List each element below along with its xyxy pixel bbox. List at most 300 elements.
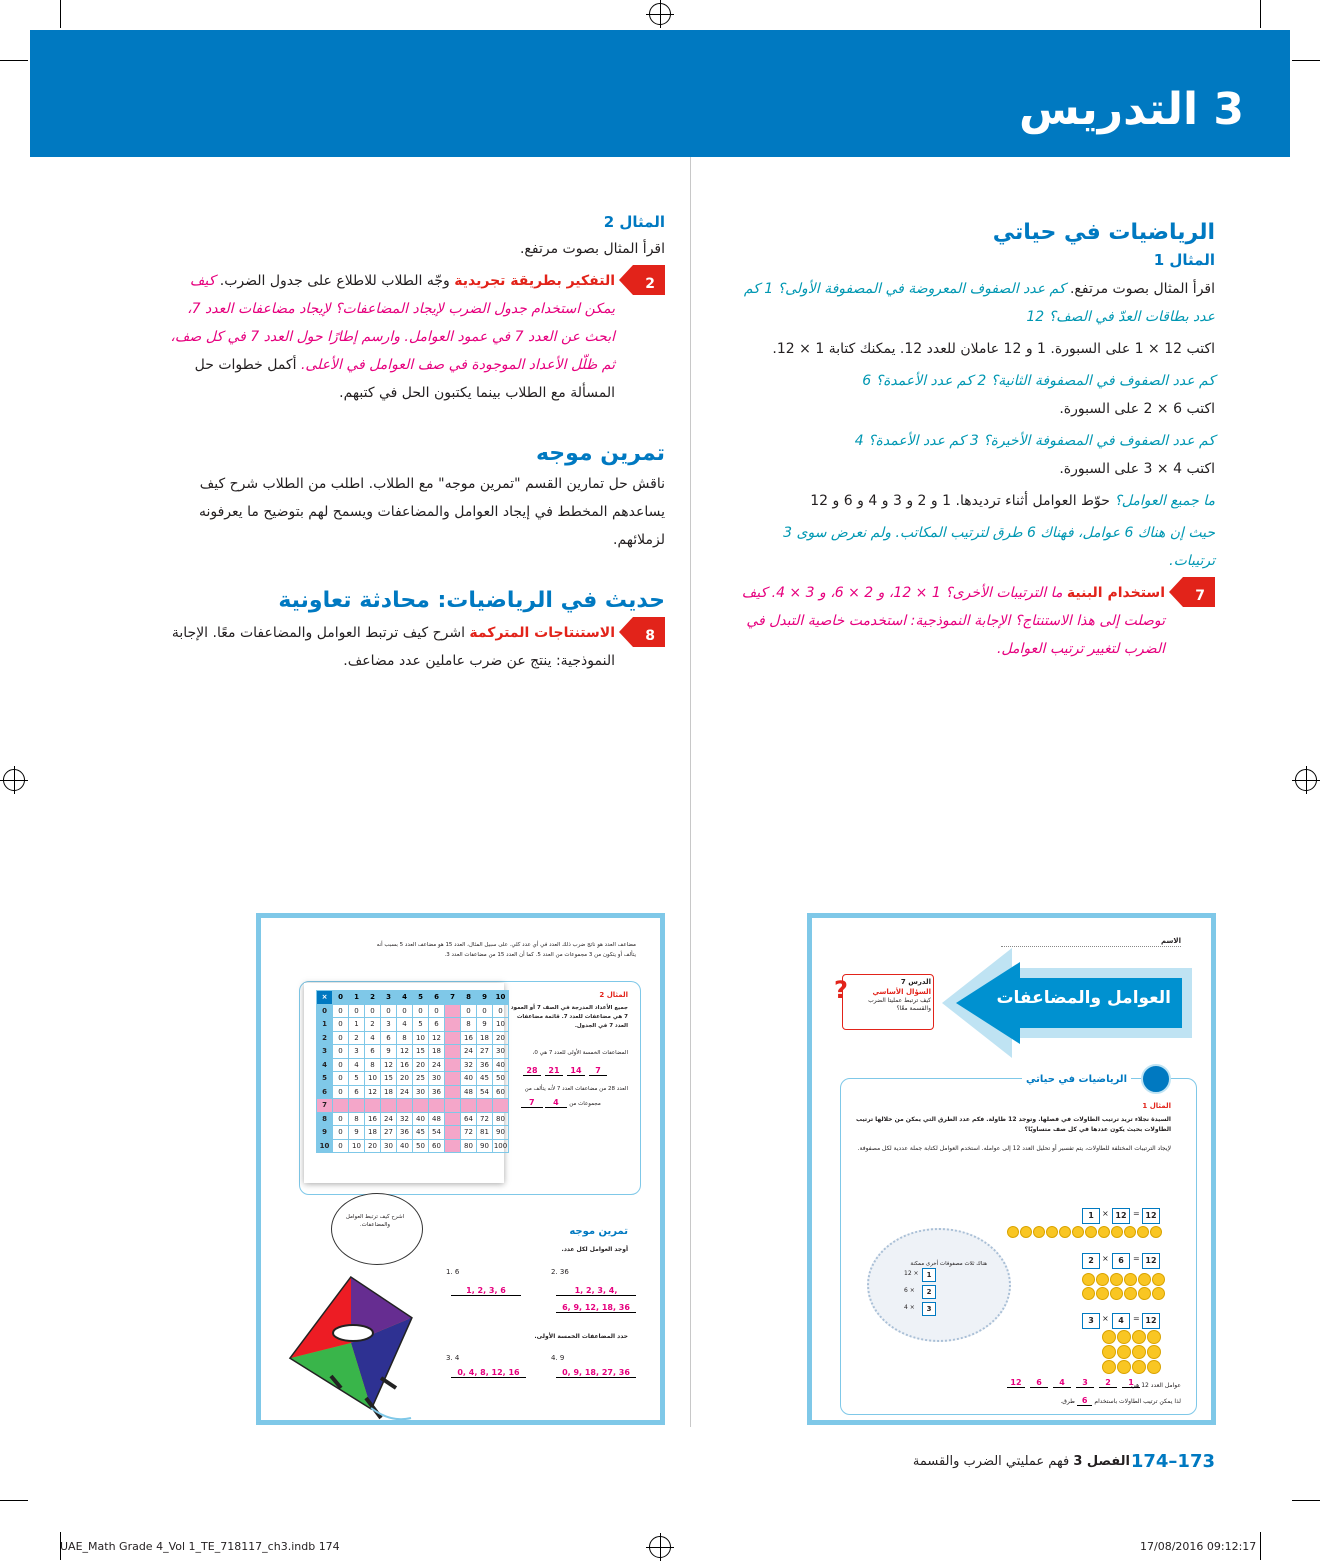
factor-answer: 12 [1007, 1378, 1025, 1388]
table-cell [493, 1099, 509, 1113]
cloud-factor: 4 × [904, 1304, 915, 1311]
table-cell: 10 [413, 1031, 429, 1045]
table-cell: 30 [429, 1072, 445, 1086]
practice-badge-icon: 8 [619, 617, 665, 647]
table-row [317, 1112, 509, 1126]
practice-2 [170, 267, 665, 407]
table-cell: 15 [381, 1072, 397, 1086]
table-row [317, 1139, 509, 1153]
footer-date: 17/08/2016 09:12:17 [1140, 1540, 1257, 1553]
coin-icon [1117, 1330, 1131, 1344]
table-cell: 0 [333, 1058, 349, 1072]
equals-sign: = [1133, 1314, 1140, 1323]
factor-answer: 4 [1053, 1378, 1071, 1388]
table-cell: 6 [381, 1031, 397, 1045]
instruction: حدد المضاعفات الخمسة الأولى. [534, 1333, 628, 1340]
question-text: كم عدد الصفوف في المصفوفة الثانية؟ 2 كم عدد الأعمدة؟ 6 [862, 373, 1215, 389]
table-cell: 9 [317, 1126, 333, 1140]
table-cell: 5 [349, 1072, 365, 1086]
table-cell: 6 [365, 1045, 381, 1059]
multiple-answer: 14 [567, 1066, 585, 1076]
exercise-number: 3. 4 [446, 1354, 460, 1362]
coin-icon [1020, 1226, 1032, 1238]
kite-character-icon [271, 1248, 431, 1425]
column-divider [690, 157, 691, 1427]
product-box: 12 [1142, 1253, 1160, 1269]
table-cell: 3 [317, 1045, 333, 1059]
ways-label: لذا يمكن ترتيب الطاولات باستخدام [1094, 1398, 1181, 1405]
table-cell: 100 [493, 1139, 509, 1153]
table-cell: 27 [477, 1045, 493, 1059]
table-cell: 80 [461, 1139, 477, 1153]
table-cell: 0 [333, 1031, 349, 1045]
crop-mark [1292, 60, 1320, 61]
crop-mark [1260, 1532, 1261, 1560]
table-cell: 0 [317, 1004, 333, 1018]
coin-icon [1147, 1345, 1161, 1359]
table-cell: 72 [477, 1112, 493, 1126]
table-cell: 40 [413, 1112, 429, 1126]
globe-icon [1141, 1064, 1171, 1094]
example-label: المثال 2 [603, 213, 665, 231]
factor-box: 3 [922, 1302, 936, 1316]
table-cell: 8 [349, 1112, 365, 1126]
table-cell: 3 [381, 1018, 397, 1032]
table-cell [445, 1112, 461, 1126]
paragraph [735, 487, 1215, 515]
exercise-answer: 0, 4, 8, 12, 16 [451, 1368, 526, 1378]
exercise-answer: 1, 2, 3, 6 [451, 1286, 521, 1296]
table-cell [445, 1139, 461, 1153]
coin-icon [1111, 1226, 1123, 1238]
coin-icon [1110, 1287, 1123, 1300]
cloud-text: هناك ثلاث مصفوفات أخرى ممكنة [910, 1261, 987, 1267]
coin-icon [1132, 1330, 1146, 1344]
practice-label: التفكير بطريقة تجريدية [454, 273, 615, 289]
table-cell: 25 [413, 1072, 429, 1086]
coin-icon [1147, 1330, 1161, 1344]
times-sign: × [1102, 1254, 1109, 1263]
table-cell: 2 [365, 1018, 381, 1032]
table-cell [461, 1099, 477, 1113]
ways-line [1060, 1396, 1181, 1407]
practice-label: الاستنتاجات المتركمة [469, 625, 615, 641]
table-cell: 4 [365, 1031, 381, 1045]
crop-mark [60, 0, 61, 28]
table-cell: 3 [349, 1045, 365, 1059]
table-cell: 0 [413, 1004, 429, 1018]
table-cell [445, 1058, 461, 1072]
table-cell: 32 [397, 1112, 413, 1126]
coin-icon [1152, 1287, 1165, 1300]
table-cell: 1 [317, 1018, 333, 1032]
example-text: السيدة نجلاء تريد ترتيب الطاولات في فصلها. وتوجد 12 طاولة. فكم عدد الطرق التي يمكن من خلالها ترتيب الطاولات بحيث يكون عددها في كل صف متساويًا؟ [856, 1116, 1171, 1133]
table-cell: 36 [397, 1126, 413, 1140]
coin-icon [1082, 1287, 1095, 1300]
table-cell [429, 1099, 445, 1113]
times-sign: × [1102, 1209, 1109, 1218]
table-row [317, 1018, 509, 1032]
coin-icon [1098, 1226, 1110, 1238]
table-cell: 54 [477, 1085, 493, 1099]
table-cell: 24 [397, 1085, 413, 1099]
footer-file: UAE_Math Grade 4_Vol 1_TE_718117_ch3.indb 174 [60, 1540, 340, 1553]
table-cell: 0 [333, 1126, 349, 1140]
table-cell: 36 [429, 1085, 445, 1099]
table-row [317, 1045, 509, 1059]
table-row [317, 1058, 509, 1072]
table-cell: 8 [461, 1018, 477, 1032]
intro-text: مضاعف العدد هو ناتج ضرب ذلك العدد في أي عدد كلي. على سبيل المثال، العدد 15 هو مضاعف العدد 5 بسبب أنه يتألف أو يتكون من 3 مجموعات من العدد 5. كما أن العدد 15 من مضاعفات العدد 3. [376, 942, 636, 958]
coin-icon [1124, 1273, 1137, 1286]
coin-icon [1007, 1226, 1019, 1238]
table-cell: 60 [429, 1139, 445, 1153]
table-cell: 30 [413, 1085, 429, 1099]
left-column [170, 213, 665, 675]
table-cell: 12 [429, 1031, 445, 1045]
table-cell: 40 [461, 1072, 477, 1086]
speech-bubble-text: اشرح كيف ترتبط العوامل والمضاعفات. [345, 1214, 405, 1228]
coin-icon [1072, 1226, 1084, 1238]
table-cell: 18 [477, 1031, 493, 1045]
example-text: لإيجاد الترتيبات المختلفة للطاولات، يتم تفسير أو تحليل العدد 12 إلى عوامله. استخدم العوامل لكتابة جملة عددية لكل مصفوفة. [857, 1145, 1171, 1152]
intro-text: اقرأ المثال بصوت مرتفع. [519, 241, 665, 257]
factor-box: 3 [1082, 1313, 1100, 1329]
table-header-cell: 4 [397, 991, 413, 1005]
paragraph [735, 275, 1215, 331]
table-cell: 2 [317, 1031, 333, 1045]
coin-icon [1124, 1226, 1136, 1238]
coin-icon [1096, 1273, 1109, 1286]
table-cell [365, 1099, 381, 1113]
exercise-number: 2. 36 [551, 1268, 569, 1276]
lesson-box [842, 974, 934, 1030]
ways-value: 6 [1077, 1396, 1093, 1406]
table-cell: 8 [397, 1031, 413, 1045]
groups-answer: 4 [545, 1098, 567, 1108]
practice-label: استخدام البنية [1066, 585, 1165, 601]
crop-mark [0, 1500, 28, 1501]
practice-8 [170, 619, 665, 675]
equals-sign: = [1133, 1254, 1140, 1263]
table-cell: 5 [317, 1072, 333, 1086]
table-cell: 7 [317, 1099, 333, 1113]
table-cell: 0 [333, 1045, 349, 1059]
table-row [317, 1085, 509, 1099]
table-cell: 15 [413, 1045, 429, 1059]
table-cell: 0 [333, 1085, 349, 1099]
table-header-cell: 7 [445, 991, 461, 1005]
table-header-cell: 9 [477, 991, 493, 1005]
multiples-label: المضاعفات الخمسة الأولى للعدد 7 هي 0، [532, 1050, 628, 1056]
lesson-number: الدرس 7 [900, 978, 931, 986]
practice-question: كيف يمكن استخدام جدول الضرب لإيجاد المضاعفات؟ لإيجاد مضاعفات العدد 7، ابحث عن العدد 7 في عمود العوامل. وارسم إطارًا حول العدد 7 في كل صف، ثم ظلّل الأعداد الموجودة في صف العوامل في الأعلى. [170, 273, 615, 373]
factor-box: 2 [922, 1285, 936, 1299]
table-cell: 4 [397, 1018, 413, 1032]
groups-label: مجموعات من [569, 1101, 601, 1107]
coin-icon [1138, 1287, 1151, 1300]
table-cell: 45 [477, 1072, 493, 1086]
question-text: ما جميع العوامل؟ [1114, 493, 1215, 509]
example-label: المثال 1 [1142, 1102, 1171, 1110]
table-cell: 6 [429, 1018, 445, 1032]
factors-label: عوامل العدد 12 هي [1131, 1382, 1181, 1389]
table-cell: 9 [477, 1018, 493, 1032]
guided-text: ناقش حل تمارين القسم "تمرين موجه" مع الطلاب. اطلب من الطلاب شرح كيف يساعدهم المخطط في إيجاد العوامل والمضاعفات ويسمح لهم بتوضيح ما يعرفونه لزملائهم. [198, 476, 665, 548]
footer-chapter [913, 1454, 1130, 1469]
table-cell [413, 1099, 429, 1113]
groups-line [521, 1098, 601, 1107]
table-cell: 45 [413, 1126, 429, 1140]
table-row [317, 1126, 509, 1140]
coin-icon [1137, 1226, 1149, 1238]
factor-box: 1 [1082, 1208, 1100, 1224]
cloud-factor: 6 × [904, 1287, 915, 1294]
table-cell [381, 1099, 397, 1113]
table-row [317, 1099, 509, 1113]
paragraph: اكتب 12 × 1 على السبورة. 1 و 12 عاملان للعدد 12. يمكنك كتابة 1 × 12. [772, 341, 1215, 357]
multiplication-table [316, 990, 509, 1153]
factor-answer: 1 [1122, 1378, 1140, 1388]
guided-heading: تمرين موجه [569, 1226, 628, 1237]
exercise-number: 1. 6 [446, 1268, 460, 1276]
table-cell [445, 1045, 461, 1059]
table-header-cell: × [317, 991, 333, 1005]
table-cell [397, 1099, 413, 1113]
table-cell: 20 [397, 1072, 413, 1086]
instruction: أوجد العوامل لكل عدد. [561, 1246, 628, 1253]
name-field: الاسم [1001, 936, 1181, 947]
coin-icon [1082, 1273, 1095, 1286]
coin-icon [1147, 1360, 1161, 1374]
table-cell: 50 [493, 1072, 509, 1086]
factor-box: 1 [922, 1268, 936, 1282]
question-text: حيث إن هناك 6 عوامل، فهناك 6 طرق لترتيب المكاتب. ولم نعرض سوى 3 ترتيبات. [783, 525, 1215, 569]
factor-box: 12 [1112, 1208, 1130, 1224]
coin-icon [1085, 1226, 1097, 1238]
table-cell: 40 [493, 1058, 509, 1072]
product-box: 12 [1142, 1208, 1160, 1224]
practice-text: وجّه الطلاب للاطلاع على جدول الضرب. [219, 273, 450, 289]
table-cell [445, 1031, 461, 1045]
coin-icon [1152, 1273, 1165, 1286]
table-cell: 4 [349, 1058, 365, 1072]
essential-question-label: السؤال الأساسي [872, 988, 931, 996]
table-header-cell: 8 [461, 991, 477, 1005]
table-cell: 0 [333, 1004, 349, 1018]
table-cell: 72 [461, 1126, 477, 1140]
table-cell: 27 [381, 1126, 397, 1140]
coin-icon [1102, 1345, 1116, 1359]
table-header-cell: 3 [381, 991, 397, 1005]
table-cell: 48 [429, 1112, 445, 1126]
paragraph: اكتب 4 × 3 على السبورة. [1059, 461, 1215, 477]
equals-sign: = [1133, 1209, 1140, 1218]
right-column [735, 220, 1215, 663]
factor-box: 6 [1112, 1253, 1130, 1269]
table-cell: 24 [429, 1058, 445, 1072]
coin-icon [1046, 1226, 1058, 1238]
registration-mark-icon [3, 769, 25, 791]
is28-label: العدد 28 من مضاعفات العدد 7 لأنه يتألف من [524, 1086, 628, 1092]
exercise-answer: 0, 9, 18, 27, 36 [556, 1368, 636, 1378]
table-cell: 0 [493, 1004, 509, 1018]
coin-icon [1117, 1345, 1131, 1359]
table-cell: 20 [365, 1139, 381, 1153]
table-cell: 30 [493, 1045, 509, 1059]
factor-box: 2 [1082, 1253, 1100, 1269]
table-cell: 24 [381, 1112, 397, 1126]
table-cell: 60 [493, 1085, 509, 1099]
table-cell: 18 [365, 1126, 381, 1140]
coin-icon [1096, 1287, 1109, 1300]
exercise-answer: 1, 2, 3, 4, [556, 1286, 636, 1296]
table-cell: 81 [477, 1126, 493, 1140]
multiple-answer: 7 [589, 1066, 607, 1076]
table-cell [445, 1018, 461, 1032]
table-cell [445, 1085, 461, 1099]
table-cell: 2 [349, 1031, 365, 1045]
coin-icon [1132, 1345, 1146, 1359]
table-cell: 0 [333, 1139, 349, 1153]
table-row [317, 1031, 509, 1045]
table-cell: 12 [397, 1045, 413, 1059]
table-cell: 0 [461, 1004, 477, 1018]
practice-badge-icon: 2 [619, 265, 665, 295]
chapter-title: فهم عمليتي الضرب والقسمة [912, 1454, 1070, 1469]
table-cell: 9 [381, 1045, 397, 1059]
table-cell: 16 [397, 1058, 413, 1072]
registration-mark-icon [1295, 769, 1317, 791]
table-cell [477, 1099, 493, 1113]
factor-answer: 6 [1030, 1378, 1048, 1388]
example-label: المثال 2 [599, 991, 628, 999]
question-text: كم عدد الصفوف المعروضة في المصفوفة الأولى؟ 1 كم عدد بطاقات العدّ في الصف؟ 12 [743, 281, 1215, 325]
multiple-answer: 21 [545, 1066, 563, 1076]
table-cell: 18 [381, 1085, 397, 1099]
table-cell: 9 [349, 1126, 365, 1140]
table-cell: 20 [493, 1031, 509, 1045]
factor-box: 4 [1112, 1313, 1130, 1329]
paragraph: اكتب 6 × 2 على السبورة. [1059, 401, 1215, 417]
multiple-answer: 28 [523, 1066, 541, 1076]
table-cell: 0 [333, 1072, 349, 1086]
table-cell: 90 [477, 1139, 493, 1153]
table-cell: 54 [429, 1126, 445, 1140]
table-cell: 0 [333, 1018, 349, 1032]
table-cell: 0 [429, 1004, 445, 1018]
table-cell: 16 [461, 1031, 477, 1045]
table-cell: 90 [493, 1126, 509, 1140]
table-cell: 10 [365, 1072, 381, 1086]
coin-icon [1033, 1226, 1045, 1238]
table-cell: 8 [365, 1058, 381, 1072]
exercise-number: 4. 9 [551, 1354, 565, 1362]
table-header-cell: 10 [493, 991, 509, 1005]
times-sign: × [1102, 1314, 1109, 1323]
table-cell: 0 [333, 1112, 349, 1126]
coin-icon [1124, 1287, 1137, 1300]
table-cell [349, 1099, 365, 1113]
registration-mark-icon [649, 1536, 671, 1558]
table-cell: 36 [477, 1058, 493, 1072]
practice-badge-icon: 7 [1169, 577, 1215, 607]
table-header-cell: 5 [413, 991, 429, 1005]
table-cell: 10 [349, 1139, 365, 1153]
table-header-cell: 1 [349, 991, 365, 1005]
lesson-title: العوامل والمضاعفات [996, 988, 1171, 1008]
table-cell [445, 1099, 461, 1113]
table-cell [333, 1099, 349, 1113]
coin-icon [1138, 1273, 1151, 1286]
table-cell: 10 [493, 1018, 509, 1032]
table-cell: 80 [493, 1112, 509, 1126]
groups-answer: 7 [521, 1098, 543, 1108]
practice-7 [735, 579, 1215, 663]
section-heading: الرياضيات في حياتي [992, 220, 1215, 245]
table-cell [445, 1072, 461, 1086]
table-header-cell: 2 [365, 991, 381, 1005]
table-cell: 0 [349, 1004, 365, 1018]
registration-mark-icon [649, 3, 671, 25]
table-cell: 50 [413, 1139, 429, 1153]
table-cell: 6 [317, 1085, 333, 1099]
table-row [317, 1072, 509, 1086]
table-cell: 32 [461, 1058, 477, 1072]
guided-heading: تمرين موجه [535, 441, 665, 466]
example-label: المثال 1 [1153, 251, 1215, 269]
table-cell: 30 [381, 1139, 397, 1153]
coin-icon [1102, 1330, 1116, 1344]
exercise-answer: 6, 9, 12, 18, 36 [556, 1303, 636, 1313]
table-cell: 0 [365, 1004, 381, 1018]
student-page-thumbnail [256, 913, 665, 1425]
student-page-thumbnail [807, 913, 1216, 1425]
table-cell: 40 [397, 1139, 413, 1153]
table-cell [445, 1004, 461, 1018]
table-cell: 8 [317, 1112, 333, 1126]
footer-pages: 173–174 [1130, 1451, 1215, 1472]
essential-question-text: كيف ترتبط عمليتا الضرب والقسمة معًا؟ [868, 997, 931, 1012]
practice-text: اشرح كيف ترتبط العوامل والمضاعفات معًا. الإجابة النموذجية: ينتج عن ضرب عاملين عدد مضاعف. [171, 625, 615, 669]
table-header-cell: 6 [429, 991, 445, 1005]
table-cell: 64 [461, 1112, 477, 1126]
chapter-label: الفصل 3 [1073, 1454, 1130, 1469]
table-cell [445, 1126, 461, 1140]
factor-answer: 2 [1099, 1378, 1117, 1388]
table-header-cell: 0 [333, 991, 349, 1005]
coin-icon [1110, 1273, 1123, 1286]
table-cell: 20 [413, 1058, 429, 1072]
coin-icon [1102, 1360, 1116, 1374]
thought-cloud [867, 1228, 1011, 1342]
coin-icon [1150, 1226, 1162, 1238]
table-cell: 48 [461, 1085, 477, 1099]
table-cell: 4 [317, 1058, 333, 1072]
coin-icon [1117, 1360, 1131, 1374]
table-cell: 12 [381, 1058, 397, 1072]
table-cell: 1 [349, 1018, 365, 1032]
coin-icon [1132, 1360, 1146, 1374]
practice-text: ما الترتيبات الأخرى؟ 1 × 12، و 2 × 6، و 3 × 4. كيف توصلت إلى هذا الاستنتاج؟ الإجابة النموذجية: استخدمت خاصية التبدل في الضرب لتغيير ترتيب العوامل. [741, 585, 1165, 657]
table-cell: 24 [461, 1045, 477, 1059]
table-cell: 16 [365, 1112, 381, 1126]
table-header-row [317, 991, 509, 1005]
coin-icon [1059, 1226, 1071, 1238]
table-cell: 10 [317, 1139, 333, 1153]
question-mark-icon: ? [834, 976, 848, 1004]
banner-title: 3 التدريس [1019, 84, 1244, 135]
